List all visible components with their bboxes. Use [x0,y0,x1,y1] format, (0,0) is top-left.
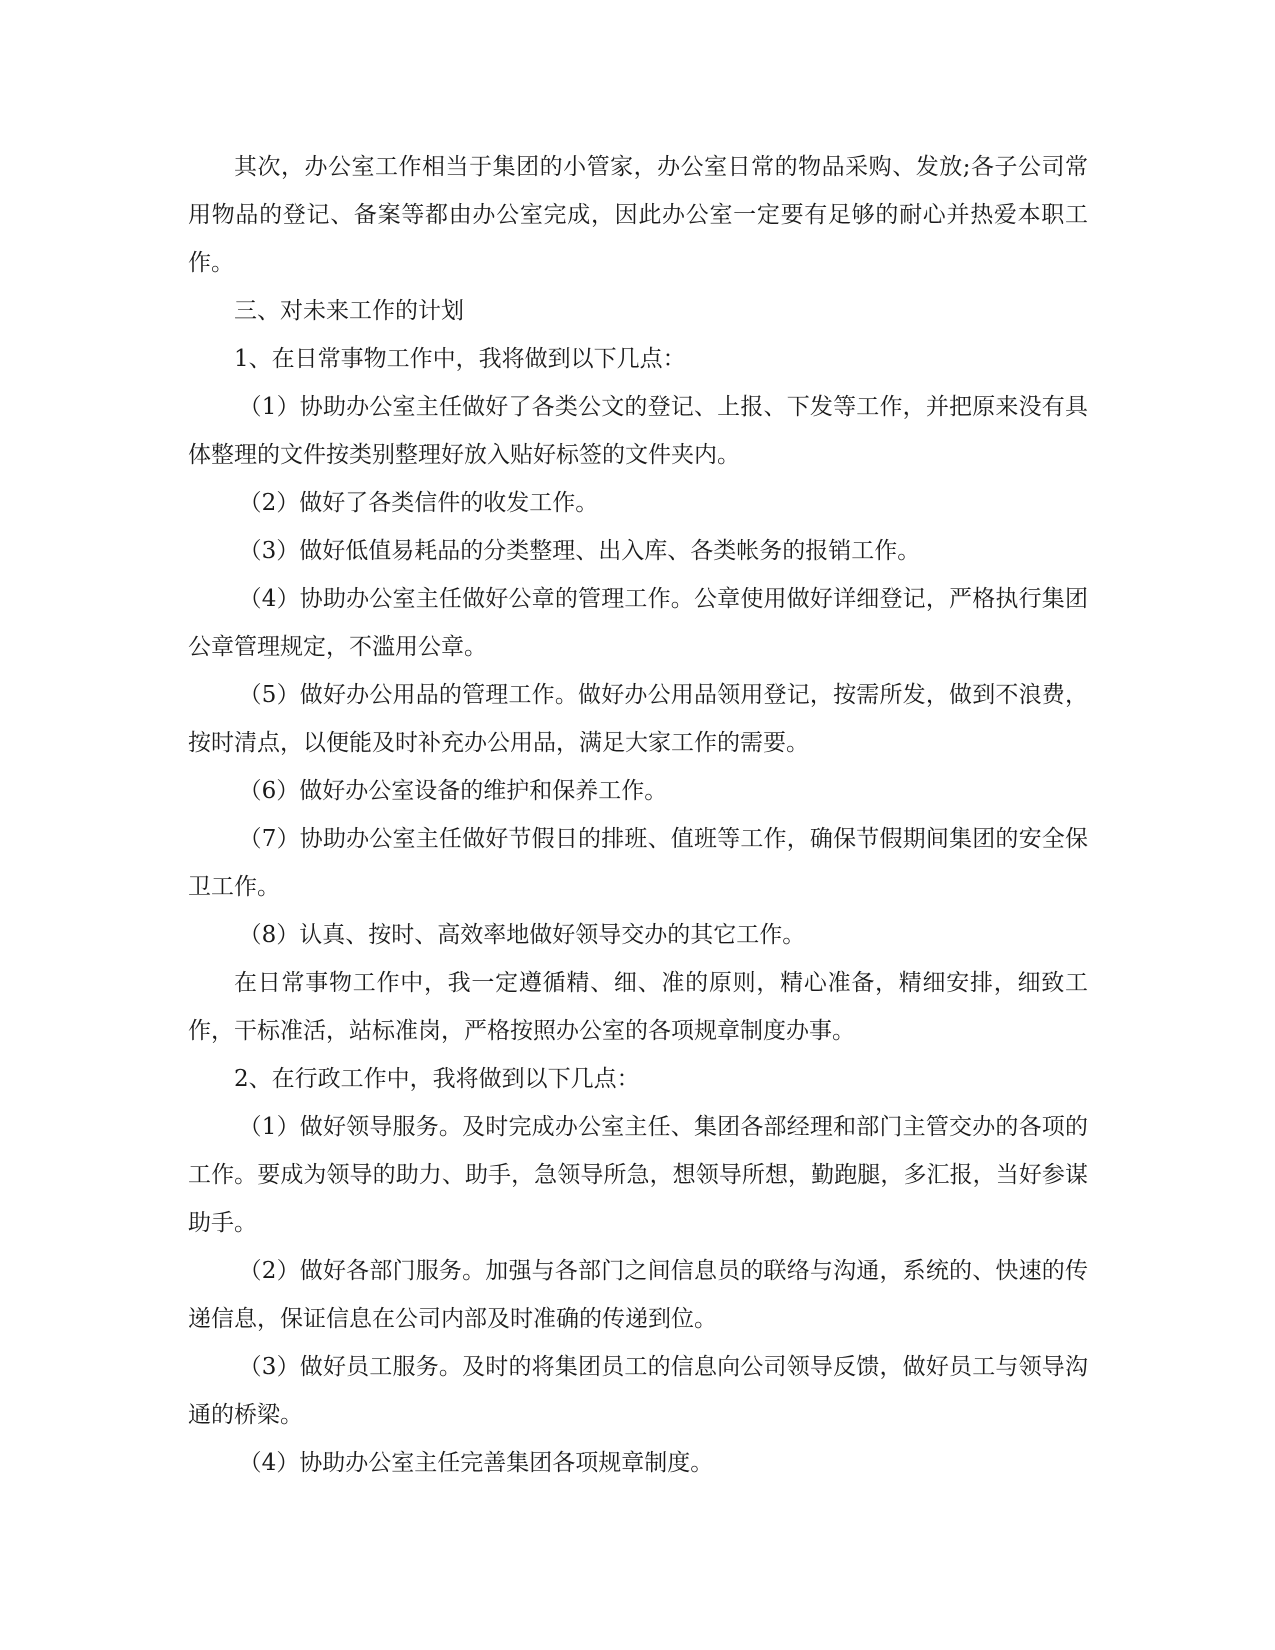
list-item-daily-3: （3）做好低值易耗品的分类整理、出入库、各类帐务的报销工作。 [238,538,921,564]
list-item-daily-5: （5）做好办公用品的管理工作。做好办公用品领用登记，按需所发，做到不浪费，按时清点，以便能及时补充办公用品，满足大家工作的需要。 [188,682,1088,756]
list-item-daily-7: （7）协助办公室主任做好节假日的排班、值班等工作，确保节假期间集团的安全保卫工作。 [188,826,1088,900]
section-heading-future-plan: 三、对未来工作的计划 [234,298,464,324]
document-body [188,143,1088,1487]
list-item-daily-4: （4）协助办公室主任做好公章的管理工作。公章使用做好详细登记，严格执行集团公章管理规定，不滥用公章。 [188,586,1088,660]
list-item-admin-3: （3）做好员工服务。及时的将集团员工的信息向公司领导反馈，做好员工与领导沟通的桥梁。 [188,1354,1088,1428]
subsection-heading-daily-affairs: 1、在日常事物工作中，我将做到以下几点： [234,346,686,372]
list-item-daily-8: （8）认真、按时、高效率地做好领导交办的其它工作。 [238,922,806,948]
list-item-admin-2: （2）做好各部门服务。加强与各部门之间信息员的联络与沟通，系统的、快速的传递信息，保证信息在公司内部及时准确的传递到位。 [188,1258,1088,1332]
list-item-daily-1: （1）协助办公室主任做好了各类公文的登记、上报、下发等工作，并把原来没有具体整理的文件按类别整理好放入贴好标签的文件夹内。 [188,394,1088,468]
list-item-daily-2: （2）做好了各类信件的收发工作。 [238,490,599,516]
subsection-heading-administration: 2、在行政工作中，我将做到以下几点： [234,1066,640,1092]
paragraph-office-steward: 其次，办公室工作相当于集团的小管家，办公室日常的物品采购、发放;各子公司常用物品的登记、备案等都由办公室完成，因此办公室一定要有足够的耐心并热爱本职工作。 [188,154,1088,276]
paragraph-daily-principles: 在日常事物工作中，我一定遵循精、细、准的原则，精心准备，精细安排，细致工作，干标准活，站标准岗，严格按照办公室的各项规章制度办事。 [188,970,1088,1044]
list-item-daily-6: （6）做好办公室设备的维护和保养工作。 [238,778,668,804]
list-item-admin-1: （1）做好领导服务。及时完成办公室主任、集团各部经理和部门主管交办的各项的工作。要成为领导的助力、助手，急领导所急，想领导所想，勤跑腿，多汇报，当好参谋助手。 [188,1114,1088,1236]
list-item-admin-4: （4）协助办公室主任完善集团各项规章制度。 [238,1450,714,1476]
